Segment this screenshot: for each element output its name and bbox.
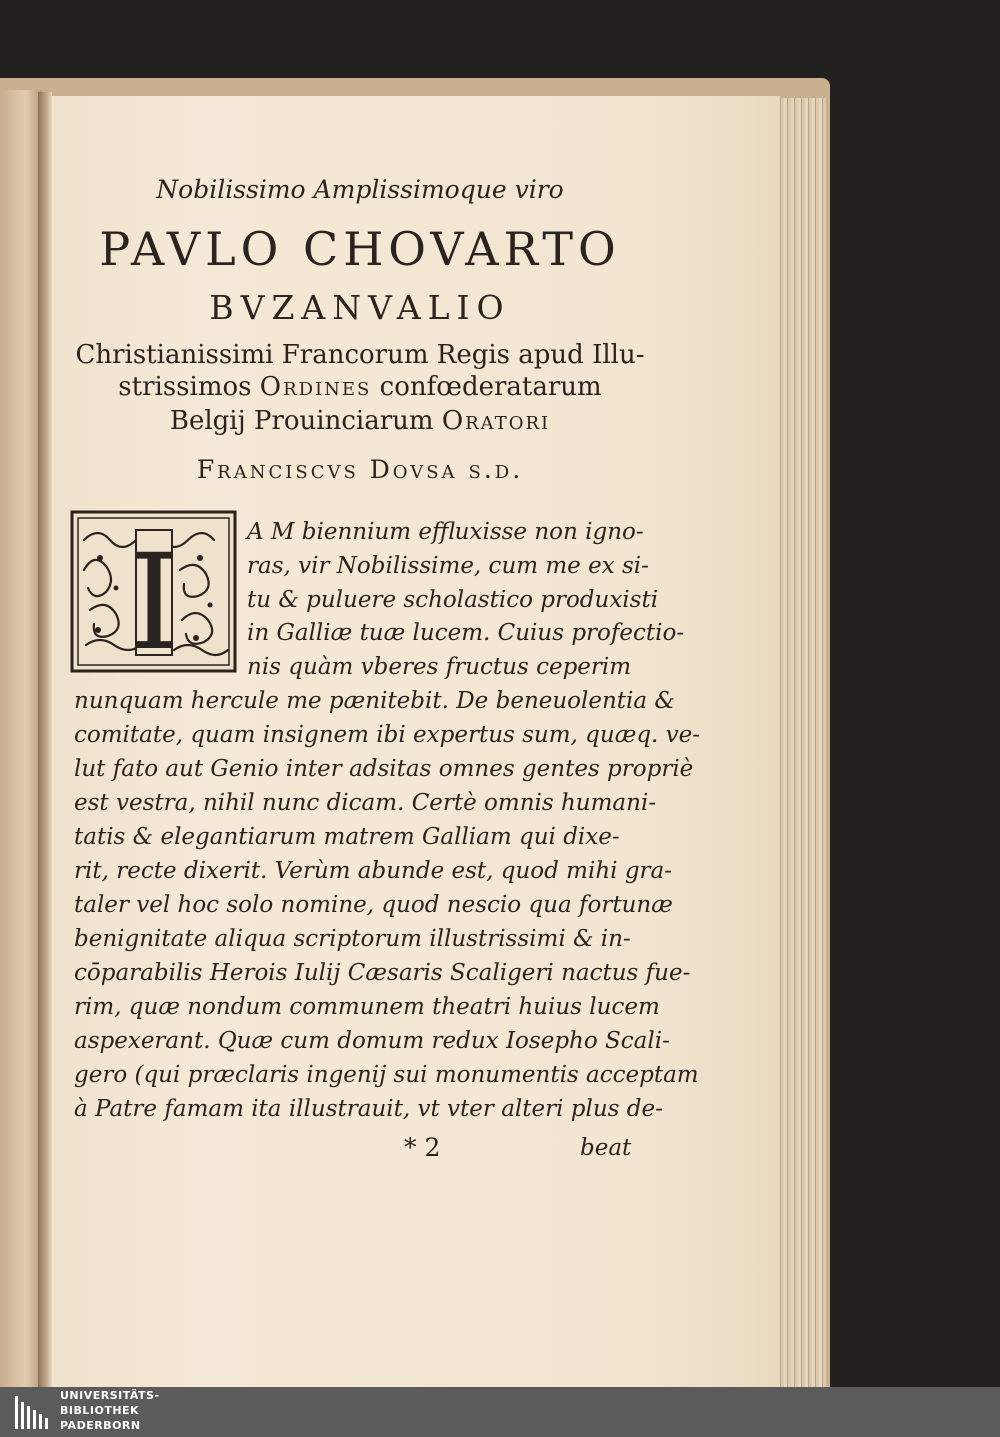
body-line: A M biennium effluxisse non igno- xyxy=(247,519,644,545)
left-page-edge xyxy=(0,90,42,1387)
body-line: nunquam hercule me pænitebit. De beneuolentia & xyxy=(74,688,675,714)
body-line: cōparabilis Herois Iulij Cæsaris Scaligeri nactus fue- xyxy=(74,960,691,986)
body-line: tu & puluere scholastico produxisti xyxy=(247,587,659,613)
dedicatee-surname: BVZANVALIO xyxy=(209,288,511,327)
body-line: gero (qui præclaris ingenij sui monumentis acceptam xyxy=(74,1062,699,1088)
author-greeting: Franciscvs Dovsa s.d. xyxy=(196,455,524,484)
body-line: comitate, quam insignem ibi expertus sum, quæq. ve- xyxy=(74,722,701,748)
dedicatee-name: PAVLO CHOVARTO xyxy=(99,222,621,276)
body-line: à Patre famam ita illustrauit, vt vter alteri plus de- xyxy=(74,1096,663,1122)
body-line: benignitate aliqua scriptorum illustrissimi & in- xyxy=(74,926,631,952)
body-line: lut fato aut Genio inter adsitas omnes gentes propriè xyxy=(74,756,694,782)
title-smallcaps: Oratori xyxy=(441,406,551,436)
body-line: est vestra, nihil nunc dicam. Certè omnis humani- xyxy=(74,790,657,816)
title-smallcaps: Ordines xyxy=(259,372,372,402)
body-line: ras, vir Nobilissime, cum me ex si- xyxy=(247,553,649,579)
library-name-line-1: UNIVERSITÄTS- xyxy=(60,1389,160,1402)
title-text: confœderatarum xyxy=(371,372,602,402)
body-line: taler vel hoc solo nomine, quod nescio qua fortunæ xyxy=(74,892,673,918)
body-line: nis quàm vberes fructus ceperim xyxy=(247,654,632,680)
dedicatee-title-line-3 xyxy=(0,406,720,436)
title-text: Belgij Prouinciarum xyxy=(169,406,442,436)
body-line: tatis & elegantiarum matrem Galliam qui dixe- xyxy=(74,824,620,850)
dedication-salutation: Nobilissimo Amplissimoque viro xyxy=(156,175,564,204)
library-name-line-2: BIBLIOTHEK xyxy=(60,1404,140,1417)
signature-mark: * 2 xyxy=(404,1133,441,1162)
title-text: strissimos xyxy=(118,372,260,402)
dedicatee-title-line-1: Christianissimi Francorum Regis apud Illu- xyxy=(75,340,645,370)
catchword: beat xyxy=(580,1135,632,1161)
library-name-line-3: PADERBORN xyxy=(60,1419,141,1432)
book-gutter xyxy=(38,92,52,1387)
library-logo-icon xyxy=(15,1396,49,1429)
decorated-initial-ornament xyxy=(70,510,237,673)
body-line: rim, quæ nondum communem theatri huius lucem xyxy=(74,994,660,1020)
body-line: in Galliæ tuæ lucem. Cuius profectio- xyxy=(247,620,685,646)
library-footer-bar xyxy=(0,1387,1000,1437)
initial-letter: I xyxy=(127,526,181,673)
dedicatee-title-line-2 xyxy=(0,372,720,402)
body-line: aspexerant. Quæ cum domum redux Iosepho Scali- xyxy=(74,1028,670,1054)
body-line: rit, recte dixerit. Verùm abunde est, quod mihi gra- xyxy=(74,858,673,884)
